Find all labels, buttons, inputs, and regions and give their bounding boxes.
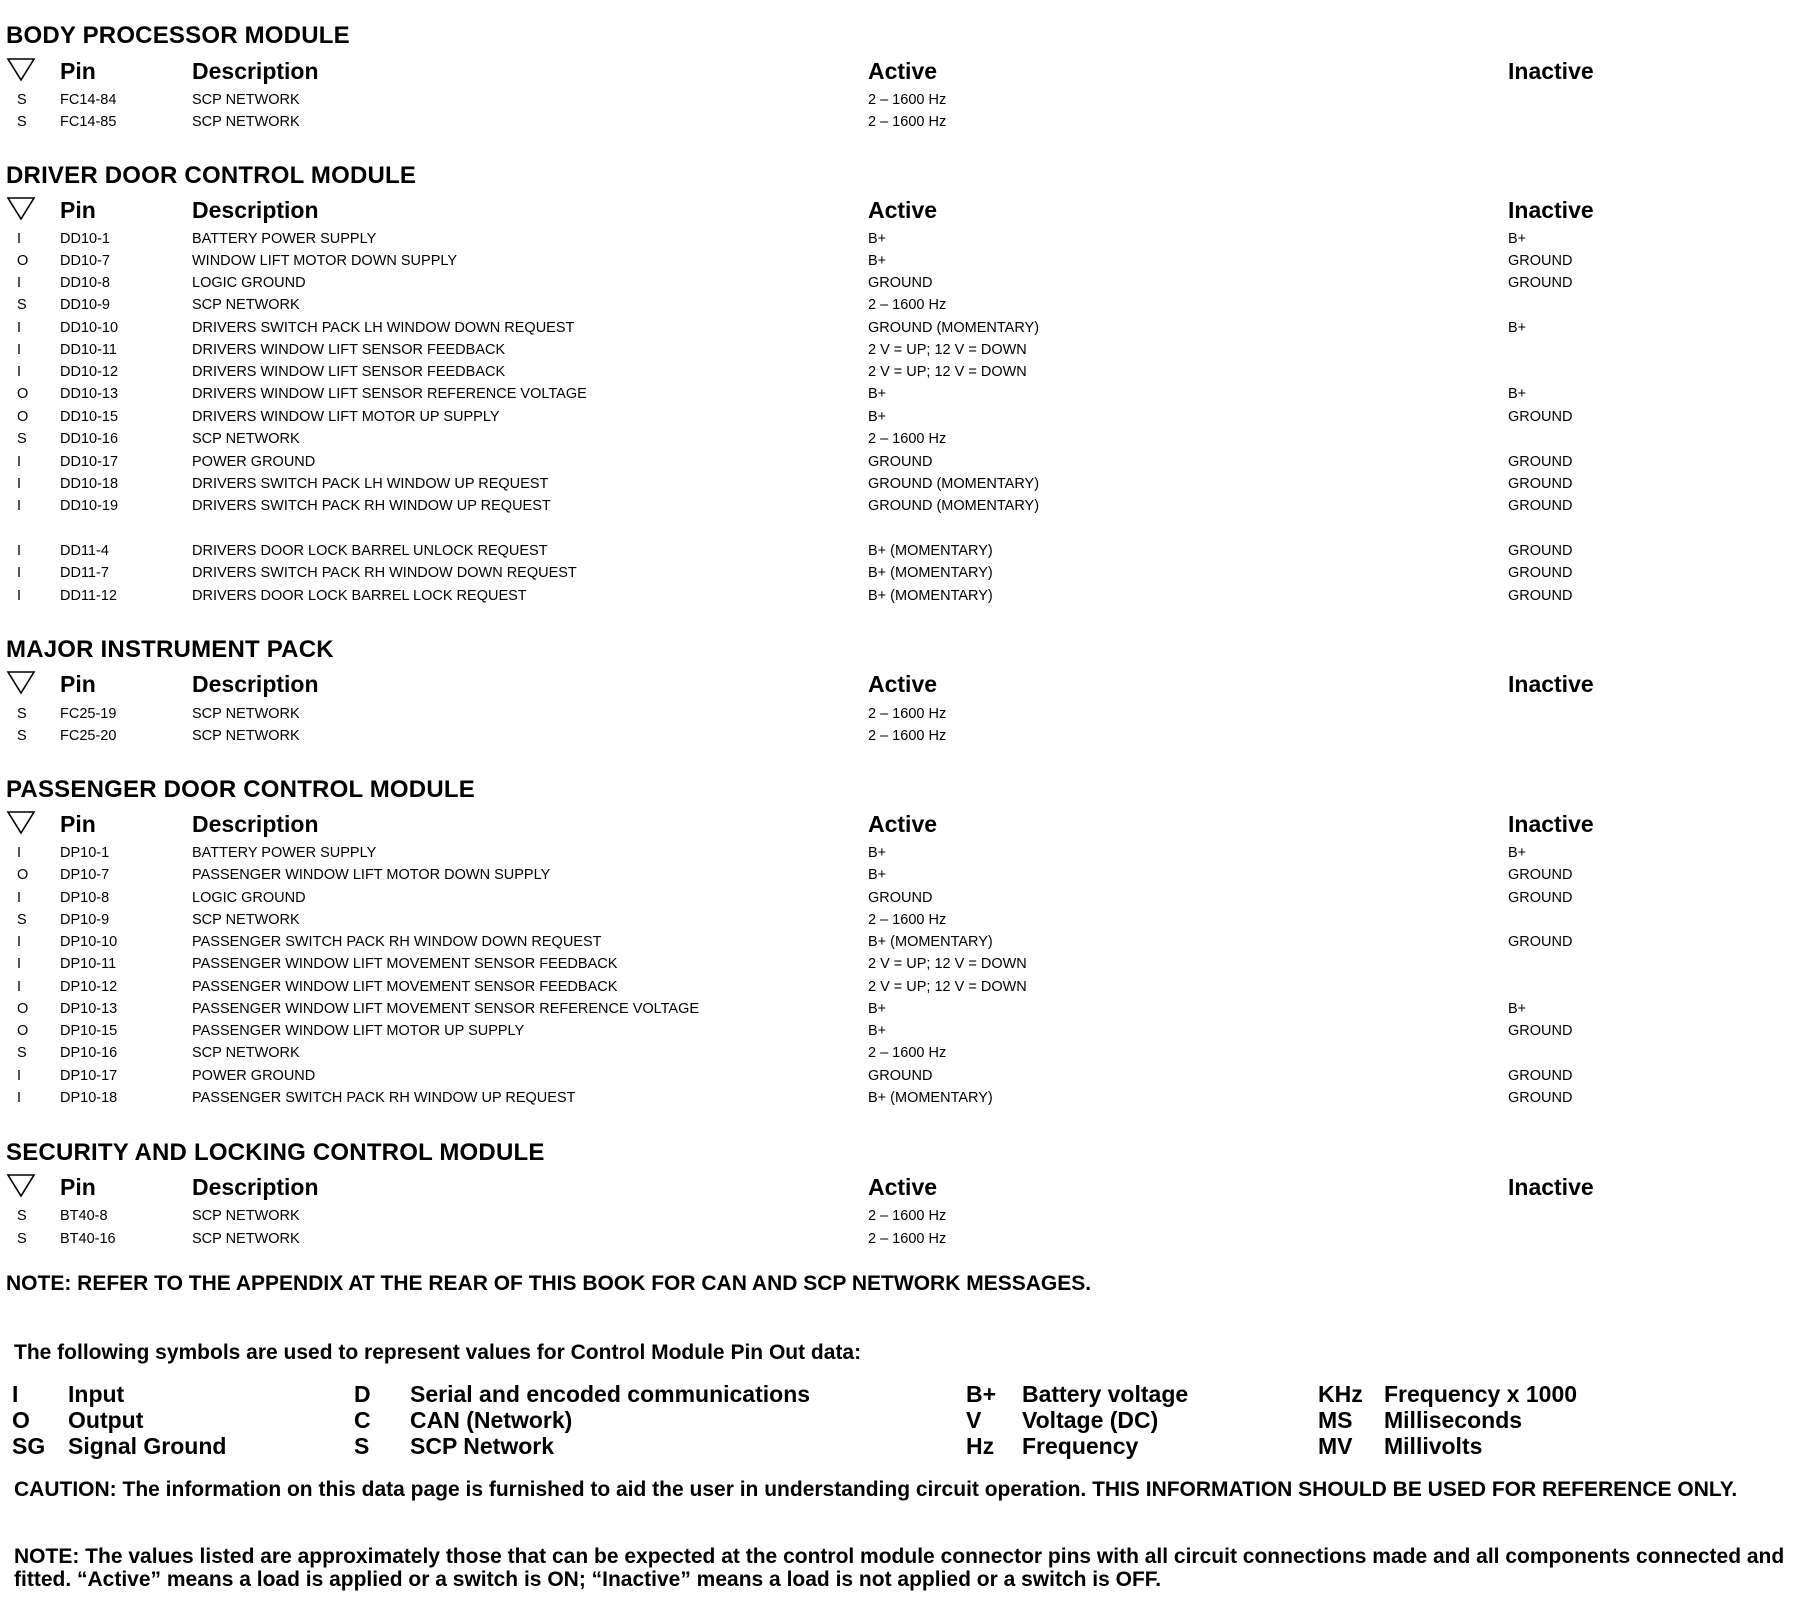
pin-id: DD10-17 — [60, 454, 119, 470]
column-header-row — [0, 58, 1800, 84]
legend-symbol: SG — [12, 1433, 46, 1459]
pin-id: DD10-18 — [60, 476, 119, 492]
inactive-value: GROUND — [1508, 588, 1573, 604]
active-value: 2 V = UP; 12 V = DOWN — [868, 342, 1027, 358]
table-row — [0, 297, 1800, 317]
pin-type: S — [17, 912, 27, 928]
pin-description: LOGIC GROUND — [192, 890, 306, 906]
table-row — [0, 979, 1800, 999]
caution-note: CAUTION: The information on this data page is furnished to aid the user in understanding circuit operation. THIS INFORMATION SHOULD BE USED FOR REFERENCE ONLY. — [14, 1478, 1738, 1501]
pin-id: FC14-85 — [60, 114, 117, 130]
table-row — [0, 498, 1800, 518]
pin-type: I — [17, 845, 22, 861]
active-value: GROUND (MOMENTARY) — [868, 498, 1040, 514]
pin-type: I — [17, 890, 22, 906]
header-inactive: Inactive — [1508, 1174, 1594, 1200]
table-row — [0, 114, 1800, 134]
pin-type: I — [17, 275, 22, 291]
column-header-row — [0, 671, 1800, 697]
header-active: Active — [868, 58, 938, 84]
pin-id: DP10-12 — [60, 979, 118, 995]
inactive-value: GROUND — [1508, 498, 1573, 514]
legend-label: SCP Network — [410, 1433, 555, 1459]
pin-id: DP10-18 — [60, 1090, 118, 1106]
pin-type: S — [17, 92, 27, 108]
pin-type: S — [17, 114, 27, 130]
header-inactive: Inactive — [1508, 811, 1594, 837]
pin-id: FC25-20 — [60, 728, 117, 744]
pin-type: I — [17, 543, 22, 559]
active-value: 2 – 1600 Hz — [868, 728, 947, 744]
table-row — [0, 912, 1800, 932]
column-header-row — [0, 811, 1800, 837]
table-row — [0, 92, 1800, 112]
active-value: B+ — [868, 845, 887, 861]
inactive-value: GROUND — [1508, 565, 1573, 581]
pin-type: S — [17, 1208, 27, 1224]
inactive-value: GROUND — [1508, 253, 1573, 269]
inactive-value: GROUND — [1508, 867, 1573, 883]
pin-id: DP10-1 — [60, 845, 110, 861]
header-description: Description — [192, 671, 319, 697]
inactive-value: GROUND — [1508, 476, 1573, 492]
active-value: B+ (MOMENTARY) — [868, 934, 993, 950]
active-value: 2 – 1600 Hz — [868, 912, 947, 928]
table-row — [0, 565, 1800, 585]
section-title: DRIVER DOOR CONTROL MODULE — [6, 162, 417, 189]
table-row — [0, 543, 1800, 563]
table-row — [0, 342, 1800, 362]
pin-id: DP10-13 — [60, 1001, 118, 1017]
active-value: 2 V = UP; 12 V = DOWN — [868, 979, 1027, 995]
pin-type: I — [17, 565, 22, 581]
legend-symbol: Hz — [966, 1433, 995, 1459]
legend-symbol: MS — [1318, 1407, 1353, 1433]
table-row — [0, 867, 1800, 887]
table-row — [0, 320, 1800, 340]
pin-description: DRIVERS SWITCH PACK RH WINDOW UP REQUEST — [192, 498, 551, 514]
legend-label: Frequency — [1022, 1433, 1139, 1459]
header-pin: Pin — [60, 671, 96, 697]
table-row — [0, 1068, 1800, 1088]
triangle-down-icon — [6, 56, 36, 82]
pin-type: I — [17, 1090, 22, 1106]
active-value: 2 – 1600 Hz — [868, 1208, 947, 1224]
inactive-value: B+ — [1508, 386, 1527, 402]
table-row — [0, 588, 1800, 608]
active-value: 2 V = UP; 12 V = DOWN — [868, 956, 1027, 972]
header-inactive: Inactive — [1508, 671, 1594, 697]
pin-id: DD10-8 — [60, 275, 110, 291]
pin-description: DRIVERS WINDOW LIFT MOTOR UP SUPPLY — [192, 409, 500, 425]
pin-id: DP10-9 — [60, 912, 110, 928]
pin-type: I — [17, 498, 22, 514]
legend-symbol: C — [354, 1407, 371, 1433]
active-value: B+ (MOMENTARY) — [868, 565, 993, 581]
active-value: GROUND (MOMENTARY) — [868, 320, 1040, 336]
table-row — [0, 1208, 1800, 1228]
inactive-value: GROUND — [1508, 454, 1573, 470]
table-row — [0, 1045, 1800, 1065]
pin-id: DD10-1 — [60, 231, 110, 247]
legend-label: Voltage (DC) — [1022, 1407, 1159, 1433]
column-header-row — [0, 197, 1800, 223]
triangle-down-icon — [6, 669, 36, 695]
triangle-down-icon — [6, 195, 36, 221]
pin-type: I — [17, 588, 22, 604]
header-active: Active — [868, 811, 938, 837]
pin-description: PASSENGER WINDOW LIFT MOTOR DOWN SUPPLY — [192, 867, 551, 883]
pin-type: I — [17, 364, 22, 380]
pin-description: SCP NETWORK — [192, 706, 300, 722]
pin-description: DRIVERS SWITCH PACK LH WINDOW UP REQUEST — [192, 476, 549, 492]
header-inactive: Inactive — [1508, 197, 1594, 223]
pin-description: DRIVERS DOOR LOCK BARREL LOCK REQUEST — [192, 588, 527, 604]
active-value: 2 – 1600 Hz — [868, 297, 947, 313]
active-value: B+ — [868, 386, 887, 402]
pin-id: DD10-10 — [60, 320, 119, 336]
table-row — [0, 476, 1800, 496]
pin-description: SCP NETWORK — [192, 297, 300, 313]
pin-type: S — [17, 1045, 27, 1061]
section-title: MAJOR INSTRUMENT PACK — [6, 636, 334, 663]
pin-description: PASSENGER WINDOW LIFT MOVEMENT SENSOR FEEDBACK — [192, 956, 618, 972]
active-value: B+ — [868, 1001, 887, 1017]
section-title: PASSENGER DOOR CONTROL MODULE — [6, 776, 475, 803]
inactive-value: GROUND — [1508, 890, 1573, 906]
pin-id: DP10-16 — [60, 1045, 118, 1061]
header-description: Description — [192, 197, 319, 223]
section-title: SECURITY AND LOCKING CONTROL MODULE — [6, 1139, 545, 1166]
pin-type: I — [17, 476, 22, 492]
table-row — [0, 1090, 1800, 1110]
pin-id: DD10-9 — [60, 297, 110, 313]
active-value: 2 – 1600 Hz — [868, 114, 947, 130]
pin-description: BATTERY POWER SUPPLY — [192, 231, 377, 247]
pin-description: LOGIC GROUND — [192, 275, 306, 291]
pin-id: BT40-8 — [60, 1208, 108, 1224]
pin-id: FC25-19 — [60, 706, 117, 722]
pin-type: I — [17, 231, 22, 247]
pin-description: SCP NETWORK — [192, 1231, 300, 1247]
pin-id: DD10-19 — [60, 498, 119, 514]
table-row — [0, 728, 1800, 748]
table-row — [0, 231, 1800, 251]
pin-description: DRIVERS SWITCH PACK LH WINDOW DOWN REQUEST — [192, 320, 575, 336]
pin-type: I — [17, 979, 22, 995]
pin-id: DD11-4 — [60, 543, 109, 559]
pin-id: DD10-7 — [60, 253, 110, 269]
pin-type: S — [17, 1231, 27, 1247]
table-row — [0, 275, 1800, 295]
table-row — [0, 956, 1800, 976]
pin-id: DP10-8 — [60, 890, 110, 906]
active-value: GROUND (MOMENTARY) — [868, 476, 1040, 492]
column-header-row — [0, 1174, 1800, 1200]
pin-id: DD10-12 — [60, 364, 119, 380]
active-value: GROUND — [868, 454, 933, 470]
pin-description: SCP NETWORK — [192, 431, 300, 447]
table-row — [0, 253, 1800, 273]
pin-id: DD10-15 — [60, 409, 119, 425]
header-pin: Pin — [60, 1174, 96, 1200]
legend-symbol: B+ — [966, 1381, 997, 1407]
legend-label: Output — [68, 1407, 144, 1433]
table-row — [0, 386, 1800, 406]
active-value: B+ — [868, 231, 887, 247]
pin-description: DRIVERS SWITCH PACK RH WINDOW DOWN REQUEST — [192, 565, 577, 581]
appendix-note: NOTE: REFER TO THE APPENDIX AT THE REAR OF THIS BOOK FOR CAN AND SCP NETWORK MESSAGES. — [6, 1272, 1092, 1295]
table-row — [0, 454, 1800, 474]
table-row — [0, 409, 1800, 429]
active-value: B+ (MOMENTARY) — [868, 1090, 993, 1106]
header-inactive: Inactive — [1508, 58, 1594, 84]
pin-id: FC14-84 — [60, 92, 117, 108]
active-value: GROUND — [868, 890, 933, 906]
pin-id: DD10-16 — [60, 431, 119, 447]
inactive-value: GROUND — [1508, 409, 1573, 425]
pin-description: PASSENGER SWITCH PACK RH WINDOW UP REQUEST — [192, 1090, 576, 1106]
pin-type: S — [17, 431, 27, 447]
active-value: GROUND — [868, 1068, 933, 1084]
legend-symbol: I — [12, 1381, 19, 1407]
legend-label: Millivolts — [1384, 1433, 1483, 1459]
pin-description: DRIVERS WINDOW LIFT SENSOR FEEDBACK — [192, 364, 506, 380]
pin-type: I — [17, 320, 22, 336]
active-value: 2 – 1600 Hz — [868, 706, 947, 722]
legend-label: Signal Ground — [68, 1433, 227, 1459]
pin-description: PASSENGER WINDOW LIFT MOVEMENT SENSOR FEEDBACK — [192, 979, 618, 995]
legend-label: Serial and encoded communications — [410, 1381, 811, 1407]
active-value: B+ (MOMENTARY) — [868, 588, 993, 604]
table-row — [0, 364, 1800, 384]
section-title: BODY PROCESSOR MODULE — [6, 22, 350, 49]
pin-type: O — [17, 867, 29, 883]
table-row — [0, 890, 1800, 910]
active-value: B+ — [868, 867, 887, 883]
inactive-value: GROUND — [1508, 1068, 1573, 1084]
pin-description: SCP NETWORK — [192, 1045, 300, 1061]
active-value: 2 – 1600 Hz — [868, 92, 947, 108]
pin-type: S — [17, 297, 27, 313]
active-value: 2 V = UP; 12 V = DOWN — [868, 364, 1027, 380]
inactive-value: GROUND — [1508, 934, 1573, 950]
pin-type: I — [17, 934, 22, 950]
pin-description: DRIVERS DOOR LOCK BARREL UNLOCK REQUEST — [192, 543, 548, 559]
active-value: GROUND — [868, 275, 933, 291]
table-row — [0, 845, 1800, 865]
legend-symbol: MV — [1318, 1433, 1353, 1459]
pin-description: SCP NETWORK — [192, 1208, 300, 1224]
inactive-value: GROUND — [1508, 1023, 1573, 1039]
pin-description: PASSENGER SWITCH PACK RH WINDOW DOWN REQUEST — [192, 934, 602, 950]
pin-id: DP10-17 — [60, 1068, 118, 1084]
pin-description: PASSENGER WINDOW LIFT MOVEMENT SENSOR REFERENCE VOLTAGE — [192, 1001, 700, 1017]
header-active: Active — [868, 1174, 938, 1200]
values-note: NOTE: The values listed are approximately those that can be expected at the control module connector pins with all circuit connections made and all components connected and fitted. “Active” means a load is applied or a switch is ON; “Inactive” means a load is not applied or a switch is OFF. — [14, 1545, 1785, 1591]
pin-id: DP10-7 — [60, 867, 110, 883]
pin-id: BT40-16 — [60, 1231, 116, 1247]
header-pin: Pin — [60, 811, 96, 837]
table-row — [0, 1023, 1800, 1043]
header-description: Description — [192, 811, 319, 837]
triangle-down-icon — [6, 809, 36, 835]
legend-label: Frequency x 1000 — [1384, 1381, 1578, 1407]
inactive-value: B+ — [1508, 1001, 1527, 1017]
active-value: B+ — [868, 409, 887, 425]
pin-type: O — [17, 386, 29, 402]
legend-symbol: S — [354, 1433, 370, 1459]
header-active: Active — [868, 671, 938, 697]
legend-symbol: KHz — [1318, 1381, 1363, 1407]
legend-label: Input — [68, 1381, 125, 1407]
legend-symbol: O — [12, 1407, 30, 1433]
table-row — [0, 431, 1800, 451]
active-value: B+ — [868, 1023, 887, 1039]
pin-description: DRIVERS WINDOW LIFT SENSOR REFERENCE VOLTAGE — [192, 386, 587, 402]
inactive-value: GROUND — [1508, 1090, 1573, 1106]
pin-description: POWER GROUND — [192, 1068, 316, 1084]
active-value: 2 – 1600 Hz — [868, 431, 947, 447]
active-value: B+ — [868, 253, 887, 269]
pin-id: DD10-13 — [60, 386, 119, 402]
header-pin: Pin — [60, 197, 96, 223]
pin-description: SCP NETWORK — [192, 114, 300, 130]
pin-type: O — [17, 253, 29, 269]
pin-id: DD11-7 — [60, 565, 109, 581]
pin-type: O — [17, 1023, 29, 1039]
pin-description: PASSENGER WINDOW LIFT MOTOR UP SUPPLY — [192, 1023, 525, 1039]
legend-label: Milliseconds — [1384, 1407, 1523, 1433]
pin-type: I — [17, 1068, 22, 1084]
legend-intro: The following symbols are used to represent values for Control Module Pin Out data: — [14, 1341, 862, 1364]
pin-type: I — [17, 342, 22, 358]
pin-description: SCP NETWORK — [192, 728, 300, 744]
pin-id: DP10-15 — [60, 1023, 118, 1039]
pin-id: DD11-12 — [60, 588, 117, 604]
pin-description: DRIVERS WINDOW LIFT SENSOR FEEDBACK — [192, 342, 506, 358]
pin-type: I — [17, 454, 22, 470]
inactive-value: GROUND — [1508, 275, 1573, 291]
pin-description: SCP NETWORK — [192, 912, 300, 928]
header-description: Description — [192, 1174, 319, 1200]
pin-description: SCP NETWORK — [192, 92, 300, 108]
active-value: 2 – 1600 Hz — [868, 1045, 947, 1061]
header-description: Description — [192, 58, 319, 84]
table-row — [0, 934, 1800, 954]
pin-description: POWER GROUND — [192, 454, 316, 470]
pin-type: O — [17, 1001, 29, 1017]
inactive-value: B+ — [1508, 845, 1527, 861]
pin-id: DP10-11 — [60, 956, 117, 972]
pin-id: DP10-10 — [60, 934, 118, 950]
active-value: B+ (MOMENTARY) — [868, 543, 993, 559]
header-pin: Pin — [60, 58, 96, 84]
pin-type: O — [17, 409, 29, 425]
legend-symbol: V — [966, 1407, 982, 1433]
inactive-value: GROUND — [1508, 543, 1573, 559]
triangle-down-icon — [6, 1172, 36, 1198]
table-row — [0, 706, 1800, 726]
table-row — [0, 1231, 1800, 1251]
active-value: 2 – 1600 Hz — [868, 1231, 947, 1247]
pin-type: S — [17, 728, 27, 744]
legend-label: Battery voltage — [1022, 1381, 1189, 1407]
legend-label: CAN (Network) — [410, 1407, 573, 1433]
pin-type: S — [17, 706, 27, 722]
pin-id: DD10-11 — [60, 342, 117, 358]
inactive-value: B+ — [1508, 231, 1527, 247]
legend-symbol: D — [354, 1381, 371, 1407]
pin-type: I — [17, 956, 22, 972]
pin-description: BATTERY POWER SUPPLY — [192, 845, 377, 861]
table-row — [0, 1001, 1800, 1021]
header-active: Active — [868, 197, 938, 223]
inactive-value: B+ — [1508, 320, 1527, 336]
pin-description: WINDOW LIFT MOTOR DOWN SUPPLY — [192, 253, 458, 269]
